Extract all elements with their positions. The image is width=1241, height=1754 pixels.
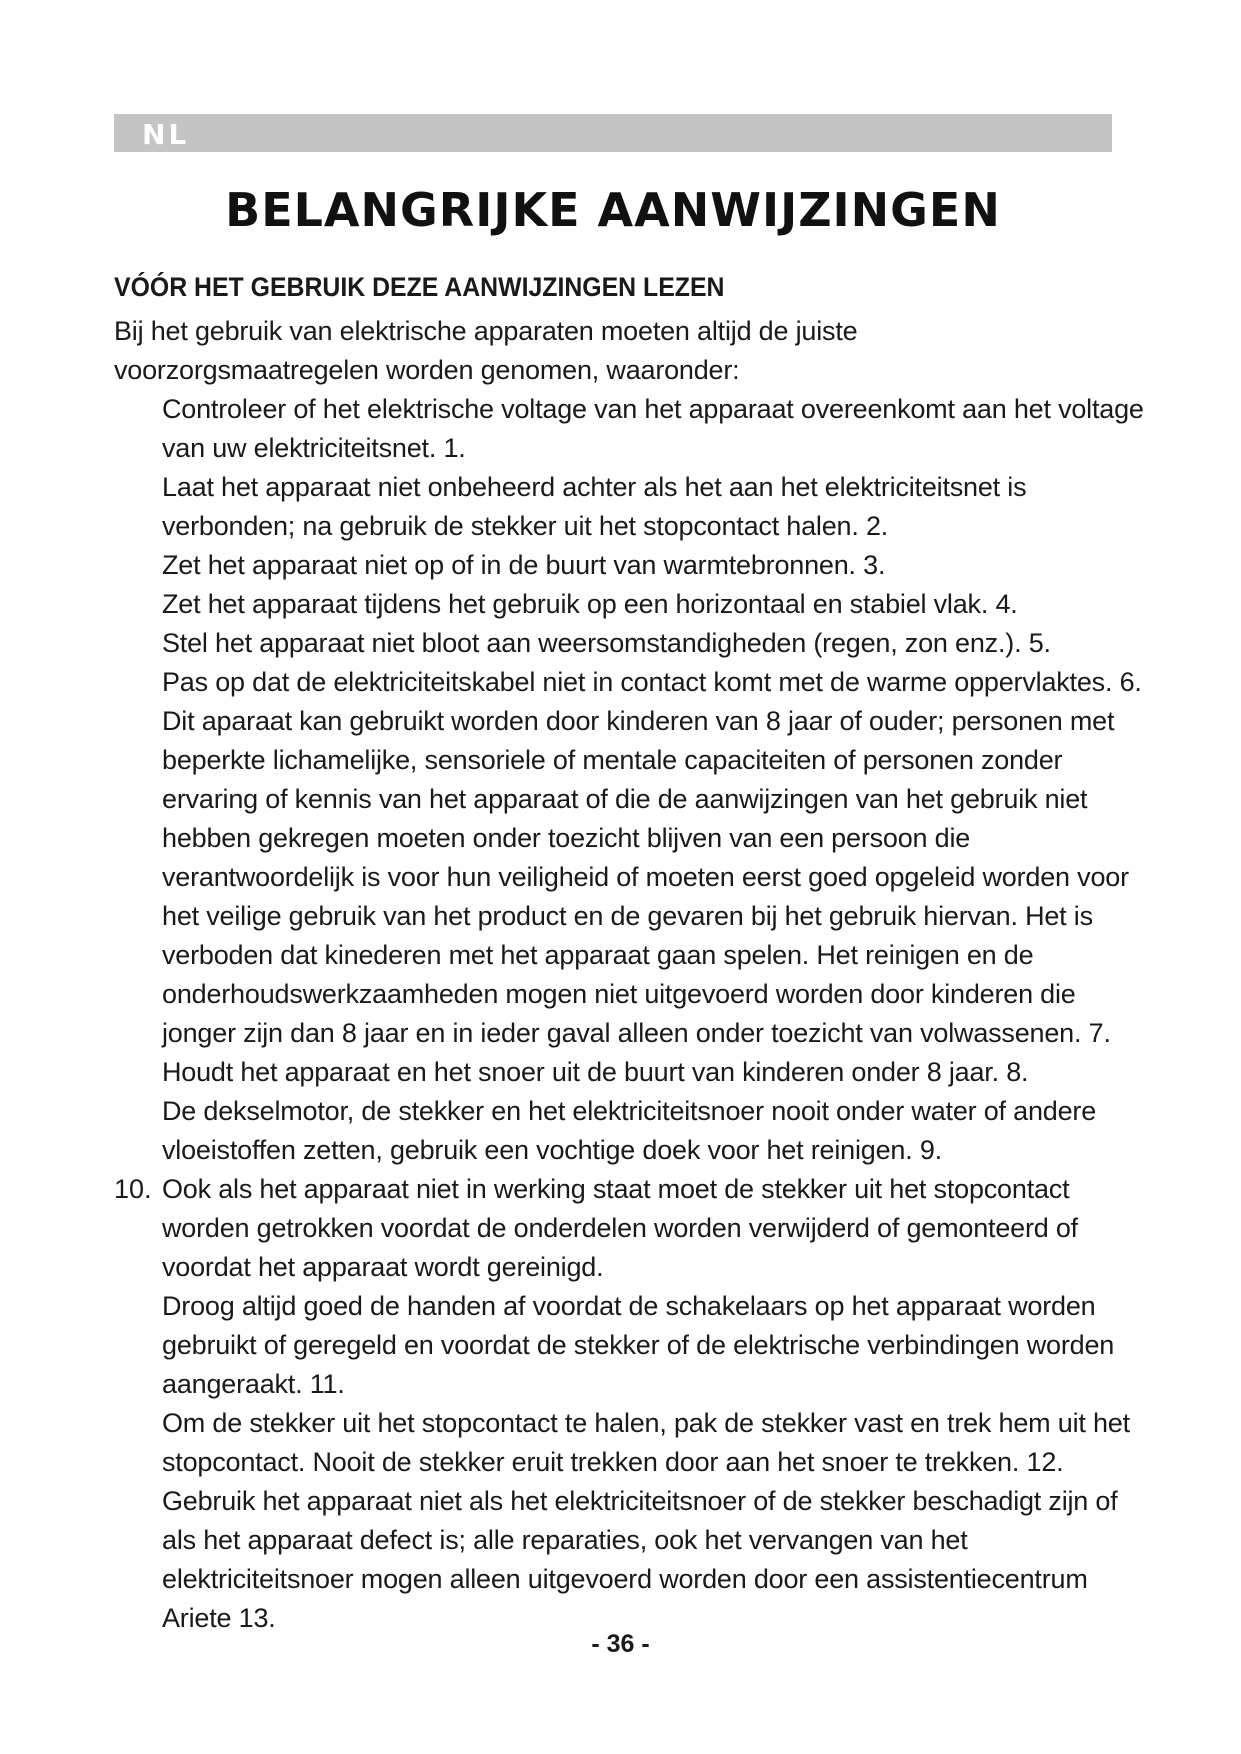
list-item-text: Laat het apparaat niet onbeheerd achter als het aan het elektriciteitsnet is verbonden; na gebruik de stekker uit het stopcontact halen. 2. xyxy=(162,472,1027,541)
list-item-text: Zet het apparaat niet op of in de buurt van warmtebronnen. 3. xyxy=(162,550,886,580)
list-item-number: 12. xyxy=(1026,1447,1064,1477)
list-item-number: 2. xyxy=(865,511,889,541)
list-item-number: 3. xyxy=(863,550,886,580)
list-item-number: 6. xyxy=(1119,667,1142,697)
list-item-number: 13. xyxy=(238,1603,276,1633)
section-subheading: VÓÓR HET GEBRUIK DEZE AANWIJZINGEN LEZEN xyxy=(114,272,725,302)
list-item-number: 9. xyxy=(919,1135,942,1165)
list-item xyxy=(0,390,1152,468)
list-item-number: 11. xyxy=(309,1369,345,1399)
list-item-text: Stel het apparaat niet bloot aan weersomstandigheden (regen, zon enz.). 5. xyxy=(162,628,1051,658)
list-item xyxy=(0,1170,1241,1287)
list-item-text: De dekselmotor, de stekker en het elektriciteitsnoer nooit onder water of andere vloeistoffen zetten, gebruik een vochtige doek voor het reinigen. 9. xyxy=(162,1096,1097,1165)
language-bar xyxy=(114,114,1112,152)
list-item-text: Dit aparaat kan gebruikt worden door kinderen van 8 jaar of ouder; personen met beperkte lichamelijke, sensoriele of mentale capaciteiten of personen zonder ervaring of kennis van het apparaat of die de aanwijzingen van het gebruik niet hebben gekregen moeten onder toezicht blijven van een persoon die verantwoordelijk is voor hun veiligheid of moeten eerst goed opgeleid worden voor het veilige gebruik van het product en de gevaren bij het gebruik hiervan. Het is verboden dat kinederen met het apparaat gaan spelen. Het reinigen en de onderhoudswerkzaamheden mogen niet uitgevoerd worden door kinderen die jonger zijn dan 8 jaar en in ieder gaval alleen onder toezicht van volwassenen. 7. xyxy=(162,706,1129,1048)
list-item xyxy=(0,1482,1152,1638)
page-number: - 36 - xyxy=(591,1630,650,1658)
list-item xyxy=(0,585,1152,624)
page-title: BELANGRIJKE AANWIJZINGEN xyxy=(225,183,1001,237)
list-item-text: Zet het apparaat tijdens het gebruik op een horizontaal en stabiel vlak. 4. xyxy=(162,589,1018,619)
list-item xyxy=(0,468,1152,546)
list-item xyxy=(0,546,1152,585)
list-item-number: 1. xyxy=(443,433,466,463)
list-item-number: 4. xyxy=(995,589,1018,619)
intro-paragraph: Bij het gebruik van elektrische apparaten moeten altijd de juiste voorzorgsmaatregelen worden genomen, waaronder: xyxy=(114,316,858,385)
list-item-text: Controleer of het elektrische voltage van het apparaat overeenkomt aan het voltage van uw elektriciteitsnet. 1. xyxy=(162,394,1144,463)
list-item-number: 10. xyxy=(114,1174,152,1204)
list-item xyxy=(0,624,1152,663)
list-item-number: 8. xyxy=(1006,1057,1029,1087)
list-item-text: Houdt het apparaat en het snoer uit de buurt van kinderen onder 8 jaar. 8. xyxy=(162,1057,1029,1087)
list-item-text: Om de stekker uit het stopcontact te halen, pak de stekker vast en trek hem uit het stopcontact. Nooit de stekker eruit trekken door aan het snoer te trekken. 12. xyxy=(162,1408,1130,1477)
list-item-text: Ook als het apparaat niet in werking staat moet de stekker uit het stopcontact worden getrokken voordat de onderdelen worden verwijderd of gemonteerd of voordat het apparaat wordt gereinigd. xyxy=(162,1174,1078,1282)
list-item xyxy=(0,702,1152,1053)
list-item-number: 7. xyxy=(1088,1018,1111,1048)
list-item xyxy=(0,1404,1152,1482)
list-item-text: Pas op dat de elektriciteitskabel niet in contact komt met de warme oppervlaktes. 6. xyxy=(162,667,1142,697)
list-item-text: Droog altijd goed de handen af voordat de schakelaars op het apparaat worden gebruikt of geregeld en voordat de stekker of de elektrische verbindingen worden aangeraakt. 11. xyxy=(162,1291,1115,1399)
list-item xyxy=(0,1287,1152,1404)
list-item xyxy=(0,663,1152,702)
list-item xyxy=(0,1092,1152,1170)
list-item-number: 5. xyxy=(1028,628,1051,658)
list-item xyxy=(0,1053,1152,1092)
list-item-text: Gebruik het apparaat niet als het elektriciteitsnoer of de stekker beschadigt zijn of als het apparaat defect is; alle reparaties, ook het vervangen van het elektriciteitsnoer mogen alleen uitgevoerd worden door een assistentiecentrum Ariete 13. xyxy=(162,1486,1118,1633)
language-code: NL xyxy=(142,118,190,151)
